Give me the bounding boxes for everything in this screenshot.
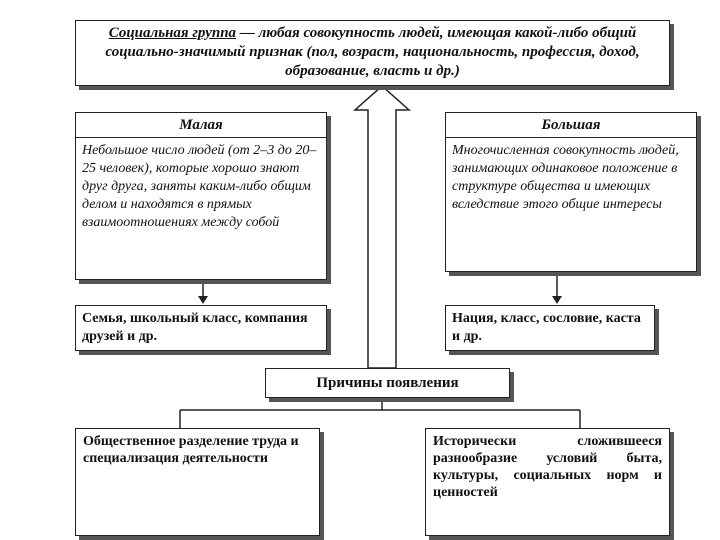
small-group-heading: Малая <box>76 113 326 138</box>
reason-right-box: Исторически сложившееся разнообразие условий быта, культуры, социальных норм и ценностей <box>425 428 670 536</box>
large-group-description: Многочисленная совокупность людей, занимающих одинаковое положение в структуре общества и имеющих вследствие этого общие интересы <box>452 143 679 212</box>
small-group-arrow-head <box>198 296 208 304</box>
large-group-arrow-head <box>552 296 562 304</box>
definition-box <box>75 20 670 86</box>
definition-text: — любая совокупность людей, имеющая какой-либо общий социально-значимый признак (пол, возраст, национальность, профессия, доход, образование, власть и др.) <box>105 25 640 79</box>
up-arrow <box>355 86 409 368</box>
large-group-heading: Большая <box>446 113 696 138</box>
small-group-description: Небольшое число людей (от 2–3 до 20–25 человек), которые хорошо знают друг друга, заняты каким-либо общим делом и находятся в прямых взаимоотношениях между собой <box>82 143 317 230</box>
small-group-box <box>75 112 327 280</box>
reasons-heading: Причины появления <box>265 368 510 398</box>
large-group-examples: Нация, класс, сословие, каста и др. <box>445 305 655 351</box>
large-group-box <box>445 112 697 272</box>
definition-term: Социальная группа <box>108 25 237 41</box>
small-group-examples: Семья, школьный класс, компания друзей и др. <box>75 305 327 351</box>
reason-left-box: Общественное разделение труда и специализация деятельности <box>75 428 320 536</box>
